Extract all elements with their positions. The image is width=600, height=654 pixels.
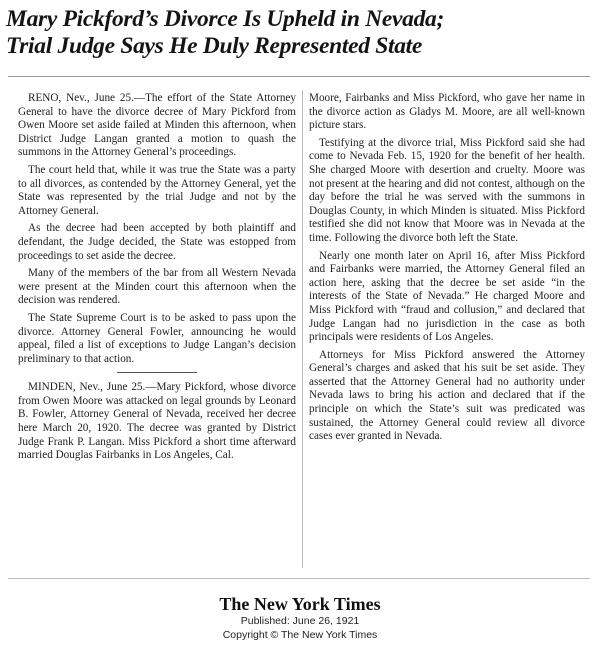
article-paragraph: Nearly one month later on April 16, after Miss Pickford and Fairbanks were married, the Attorney General filed an action here, asking that the decree be set aside “in the interests of the State of Nevada.” He charged Moore and Miss Pickford with “fraud and collusion,” and declared that Judge Langan had no jurisdiction in the case as both principals were residents of Los Angeles. (309, 249, 585, 344)
article-column-left (18, 92, 296, 467)
article-paragraph: Attorneys for Miss Pickford answered the Attorney General’s charges and asked that his suit be set aside. They asserted that the Attorney General had no authority under Nevada laws to bring his action and declared that if the principle on which the State’s suit was predicated was sustained, the Attorney General could review all divorce cases ever granted in Nevada. (309, 348, 585, 443)
headline-line-1: Mary Pickford’s Divorce Is Upheld in Nevada; (6, 6, 445, 32)
article-paragraph: The State Supreme Court is to be asked to pass upon the divorce. Attorney General Fowler, announcing he would appeal, filed a list of exceptions to Judge Langan’s decision preliminary to that action. (18, 311, 296, 365)
article-paragraph: Testifying at the divorce trial, Miss Pickford said she had come to Nevada Feb. 15, 1920 for the benefit of her health. She charged Moore with desertion and cruelty. Moore was not present at the hearing and did not contest, although on the day before the trial he was served with the summons in Douglas County, in which Minden is situated. Miss Pickford testified she did not know that Moore was in Nevada at the time. Following the divorce both left the State. (309, 136, 585, 244)
article-paragraph-minden: MINDEN, Nev., June 25.—Mary Pickford, whose divorce from Owen Moore was attacked on legal grounds by Leonard B. Fowler, Attorney General of Nevada, received her decree here March 20, 1920. The decree was granted by District Judge Frank P. Langan. Miss Pickford a short time afterward married Douglas Fairbanks in Los Angeles, Cal. (18, 381, 296, 462)
footer (0, 594, 600, 642)
published-date: Published: June 26, 1921 (240, 615, 360, 627)
article-paragraph: The court held that, while it was true the State was a party to all divorces, as contended by the Attorney General, yet the State was represented by the trial Judge and not by the Attorney General. (18, 163, 296, 217)
headline (6, 6, 596, 60)
dispatch-separator (117, 372, 197, 373)
nyt-masthead-logo: The New York Times (219, 594, 381, 614)
article-paragraph: RENO, Nev., June 25.—The effort of the State Attorney General to have the divorce decree of Mary Pickford from Owen Moore set aside failed at Minden this afternoon, when District Judge Langan granted a motion to quash the summons in the Attorney General’s proceedings. (18, 92, 296, 159)
article-paragraph: As the decree had been accepted by both plaintiff and defendant, the Judge decided, the State was estopped from proceedings to set aside the decree. (18, 222, 296, 262)
article-paragraph: Many of the members of the bar from all Western Nevada were present at the Minden court this afternoon when the decision was rendered. (18, 267, 296, 307)
article-paragraph: Moore, Fairbanks and Miss Pickford, who gave her name in the divorce action as Gladys M. Moore, are all well-known picture stars. (309, 92, 585, 132)
headline-line-2: Trial Judge Says He Duly Represented State (6, 33, 423, 59)
headline-rule (8, 76, 590, 77)
footer-rule (8, 578, 590, 579)
article-column-right (309, 92, 585, 448)
copyright-notice: Copyright © The New York Times (222, 629, 378, 641)
column-divider (302, 90, 303, 568)
